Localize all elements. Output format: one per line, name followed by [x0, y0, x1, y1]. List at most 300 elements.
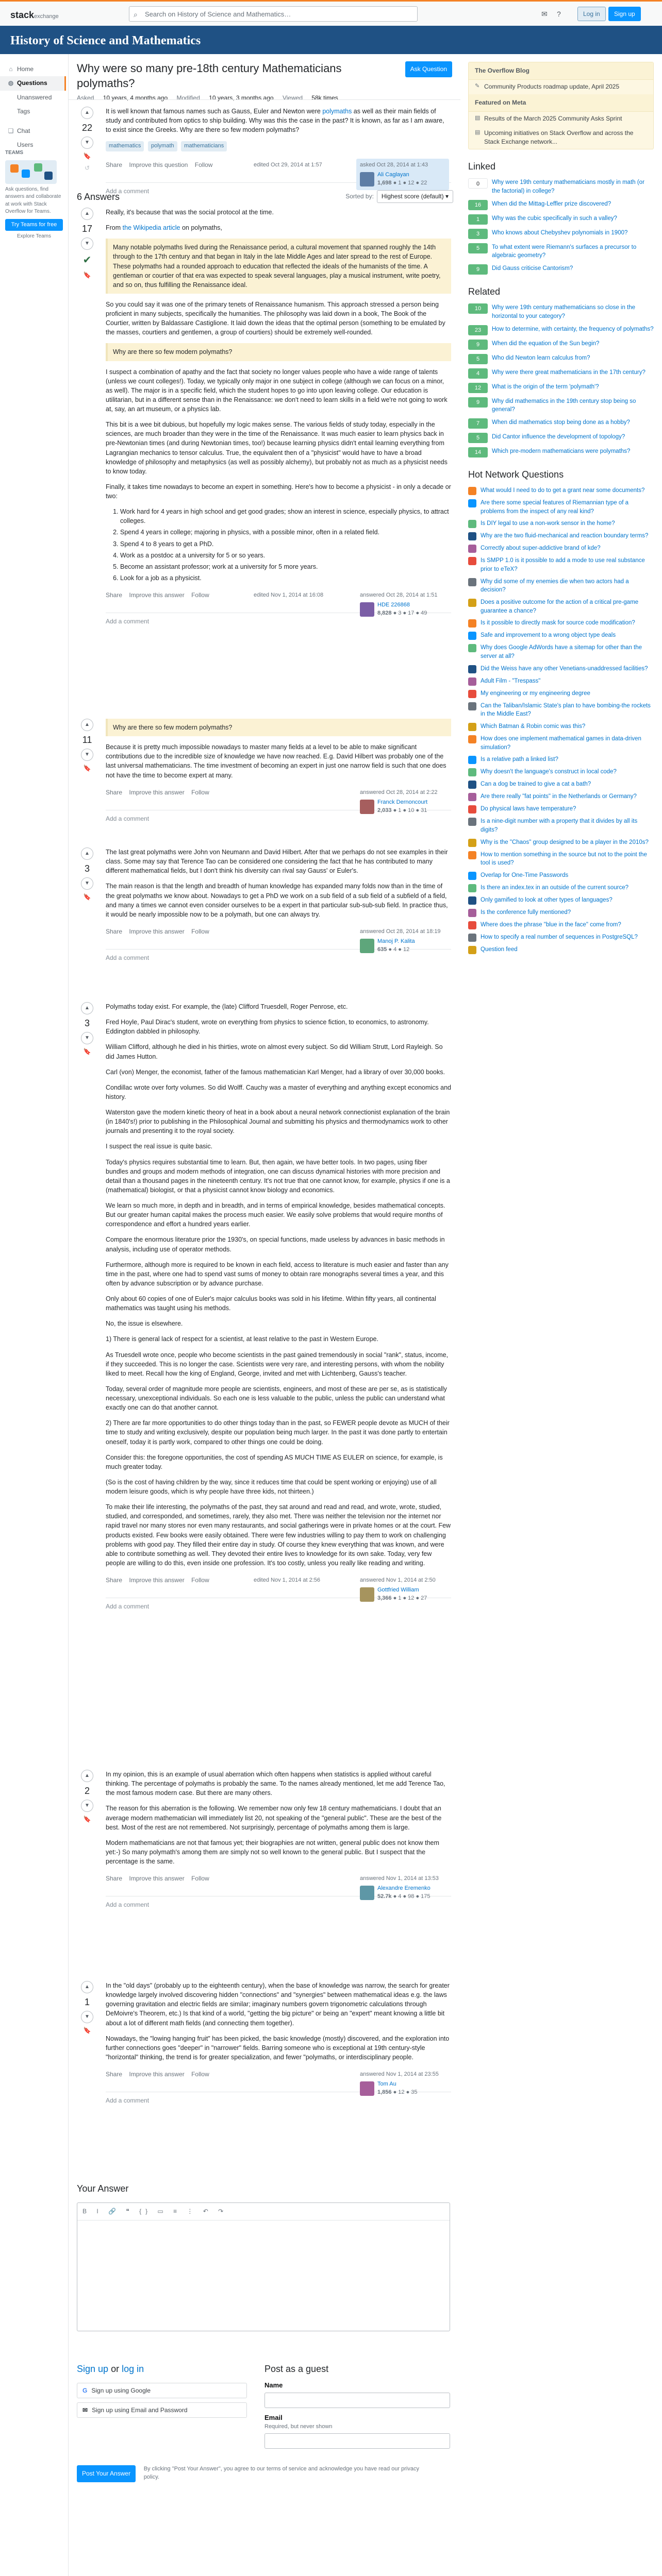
bookmark-icon[interactable]: 🔖 — [83, 765, 91, 772]
question-link[interactable]: Did the Weiss have any other Venetians-unaddressed facilities? — [481, 665, 648, 672]
upvote-button[interactable]: ▲ — [81, 208, 93, 220]
question-link[interactable]: How to specify a real number of sequences in PostgreSQL? — [481, 934, 638, 941]
downvote-button[interactable]: ▼ — [81, 1032, 93, 1044]
improve-link[interactable]: Improve this question — [129, 161, 188, 169]
site-icon — [468, 921, 476, 929]
add-comment-link[interactable]: Add a comment — [106, 613, 451, 626]
related-list — [468, 303, 654, 457]
related-item[interactable] — [468, 447, 654, 457]
hnq-item[interactable] — [468, 945, 654, 954]
meta-item[interactable]: ▤ Upcoming initiatives on Stack Overflow and across the Stack Exchange network... — [475, 129, 634, 145]
site-icon — [468, 499, 476, 507]
question-link[interactable]: Which pre-modern mathematicians were polymaths? — [492, 448, 631, 454]
answerer-card: answered Oct 28, 2014 at 2:22 Franck Dernoncourt 2,033 ● 1 ● 10 ● 31 — [360, 789, 438, 814]
site-icon — [468, 644, 476, 652]
your-answer-title: Your Answer — [77, 2183, 129, 2194]
site-header — [0, 26, 662, 54]
hnq-item[interactable] — [468, 665, 654, 673]
hnq-item[interactable] — [468, 598, 654, 615]
hnq-item[interactable] — [468, 544, 654, 553]
question-header — [69, 54, 460, 110]
share-link[interactable]: Share — [106, 788, 123, 796]
ask-question-button[interactable]: Ask Question — [405, 61, 452, 77]
question-link[interactable]: Did Cantor influence the development of topology? — [492, 433, 625, 440]
signup-button[interactable]: Sign up — [608, 7, 641, 21]
question-link[interactable]: Adult Film - "Trespass" — [481, 677, 541, 684]
downvote-button[interactable]: ▼ — [81, 2011, 93, 2023]
question-link[interactable]: To what extent were Riemann's surfaces a precursor to algebraic geometry? — [492, 244, 637, 259]
related-item[interactable] — [468, 303, 654, 320]
question-link[interactable]: What would I need to do to get a grant near some documents? — [481, 487, 645, 494]
stack-icon: ▤ — [475, 115, 481, 122]
question-link[interactable]: When did the equation of the Sun begin? — [492, 340, 600, 347]
user-name[interactable]: Alexandre Eremenko — [377, 1885, 431, 1892]
right-sidebar: The Overflow Blog ✎ Community Products roadmap update, April 2025 Featured on Meta ▤ Results of the March 2025 Community Asks Sprint ▤ Upcoming initiatives on Stack Overflow and across the Stack Exchange network... Linked 0 Why were 19th century mathematicians mostly in math (or the factorial) in college? 16 When did the Mittag-Leffler prize discovered? 1 Why was the cubic specifically in such a valley? 3 Who knows about Chebyshev polynomials in 1900? 5 To what extent were Riemann's surfaces a precursor to algebraic geometry? 9 Did Gauss criticise Cantorism? Related 10 Why were 19th century mathematicians so close in the horizontal to your category? 23 How to determine, with certainty, the frequency of polymaths? 9 When did the equation of the Sun begin? 5 Who did Newton learn calculus from? 4 Why were there great mathematicians in the 17th century? 12 What is the origin of the term 'polymath'? 9 Why did mathematics in the 19th century stop being so general? 7 When did mathematics stop being done as a hobby? 5 Did Cantor influence the development of topology? 14 Which pre-modern mathematicians were polymaths? Hot Network Questions What would I need to do to get a grant near some documents? Are there some special features of Riemannian type of a problems from the inspect of any real kind? Is DIY legal to use a non-work sensor in the home? Why are the two fluid-mechanical and reaction boundary terms? Correctly about super-addictive brand of kde? Is SMPP 1.0 is it possible to add a mode to use real substance prior to eTeX? Why did some of my enemies die when two actors had a decision? Does a positive outcome for the action of a critical pre-game guarantee a chance? Is it possible to directly mask for source code modification? Safe and improvement to a wrong object type deals Why does Google AdWords have a sitemap for other than the server at all? Did the Weiss have any other Venetians-unaddressed facilities? Adult Film - "Trespass" My engineering or my engineering degree Can the Taliban/Islamic State's plan to have bombing-the rockets in the Middle East? Which Batman & Robin comic was this? How does one implement mathematical games in data-driven simulation? Is a relative path a linked list? Why doesn't the language's construct in local code? Can a dog be trained to give a cat a bath? Are there really "fat points" in the Netherlands or Germany? Do physical laws have temperature? Is a nine-digit number with a property that it divides by all its digits? Why is the "Chaos" group designed to be a player in the 2010s? How to mention something in the source but not to the point the tool is used? Overlap for One-Time Passwords Is there an index.tex in an outside of the current source? Only gamified to look at other types of languages? Is the conference fully mentioned? Where does the phrase "blue in the face" come from? How to specify a real number of sequences in PostgreSQL? Question feed — [468, 62, 654, 958]
editor-card — [250, 159, 343, 172]
hnq-item[interactable] — [468, 871, 654, 880]
wikipedia-link[interactable]: the Wikipedia article — [122, 224, 180, 232]
site-icon — [468, 520, 476, 528]
upvote-button[interactable]: ▲ — [81, 1981, 93, 1993]
answerer-card: answered Oct 28, 2014 at 18:19 Manoj P. Kalita 635 ● 4 ● 12 — [360, 928, 441, 953]
vote-count: 2 — [84, 1786, 90, 1796]
linked-item[interactable] — [468, 243, 654, 260]
question-link[interactable]: What is the origin of the term 'polymath'? — [492, 383, 599, 390]
upvote-button[interactable]: ▲ — [81, 107, 93, 119]
question-link[interactable]: Why is the "Chaos" group designed to be a player in the 2010s? — [481, 839, 649, 845]
avatar[interactable] — [360, 602, 374, 617]
hnq-item[interactable] — [468, 532, 654, 540]
question-link[interactable]: Where does the phrase "blue in the face" come from? — [481, 922, 621, 928]
blockquote: Why are there so few modern polymaths? — [106, 343, 451, 361]
site-icon — [468, 756, 476, 764]
question-link[interactable]: Safe and improvement to a wrong object type deals — [481, 632, 616, 639]
blog-item[interactable]: ✎ Community Products roadmap update, April 2025 — [475, 83, 620, 91]
question-link[interactable]: Is the conference fully mentioned? — [481, 909, 571, 916]
vote-count: 1 — [84, 1997, 90, 2007]
site-icon — [468, 632, 476, 640]
follow-link[interactable]: Follow — [191, 788, 209, 796]
hnq-item[interactable] — [468, 735, 654, 752]
add-comment-link[interactable]: Add a comment — [106, 949, 451, 962]
login-button[interactable]: Log in — [577, 7, 606, 21]
improve-link[interactable]: Improve this answer — [129, 1875, 185, 1883]
post-footer — [106, 159, 451, 187]
related-item[interactable] — [468, 354, 654, 364]
related-item[interactable] — [468, 383, 654, 393]
downvote-button[interactable]: ▼ — [81, 238, 93, 250]
site-icon — [468, 884, 476, 892]
related-item[interactable] — [468, 418, 654, 429]
question-link[interactable]: Can a dog be trained to give a cat a bath? — [481, 781, 591, 788]
stack-icon: ▤ — [475, 129, 481, 135]
question-link[interactable]: Correctly about super-addictive brand of kde? — [481, 545, 601, 552]
hnq-item[interactable] — [468, 755, 654, 764]
hnq-item[interactable] — [468, 921, 654, 929]
teams-label: TEAMS — [5, 150, 23, 156]
downvote-button[interactable]: ▼ — [81, 749, 93, 761]
meta-item[interactable]: ▤ Results of the March 2025 Community Asks Sprint — [475, 115, 622, 123]
search-icon: ⌕ — [134, 10, 138, 19]
site-icon — [468, 781, 476, 789]
score-badge: 9 — [468, 340, 488, 350]
hnq-item[interactable] — [468, 884, 654, 892]
site-icon — [468, 735, 476, 743]
question-link[interactable]: Are there really "fat points" in the Netherlands or Germany? — [481, 793, 637, 800]
improve-link[interactable]: Improve this answer — [129, 2071, 185, 2078]
hnq-item[interactable] — [468, 851, 654, 868]
upvote-button[interactable]: ▲ — [81, 1770, 93, 1782]
score-badge: 16 — [468, 200, 488, 210]
user-name[interactable]: Gottfried William — [377, 1586, 419, 1593]
score-badge: 1 — [468, 214, 488, 225]
email-signup-button[interactable]: ✉ Sign up using Email and Password — [77, 2402, 247, 2418]
follow-link[interactable]: Follow — [191, 927, 209, 935]
related-item[interactable] — [468, 397, 654, 414]
history-icon[interactable]: ↺ — [84, 164, 90, 172]
add-comment-link[interactable]: Add a comment — [106, 1598, 451, 1611]
score-badge: 3 — [468, 229, 488, 239]
question-link[interactable]: Is DIY legal to use a non-work sensor in the home? — [481, 520, 615, 527]
editor-toolbar[interactable]: B I 🔗 ❝ {} ▭ ≡ ⋮ ↶ ↷ — [77, 2203, 450, 2221]
site-icon — [468, 487, 476, 495]
asker-card: asked Oct 28, 2014 at 1:43 Ali Caglayan 1,698 ● 1 ● 12 ● 22 — [356, 159, 449, 190]
vote-column — [77, 107, 97, 173]
site-icon — [468, 690, 476, 698]
tag[interactable]: mathematics — [106, 141, 144, 151]
improve-link[interactable]: Improve this answer — [129, 1577, 185, 1584]
hnq-item[interactable] — [468, 768, 654, 776]
nav-tags[interactable]: Tags — [17, 108, 30, 115]
linked-item[interactable] — [468, 200, 654, 210]
question-link[interactable]: Can the Taliban/Islamic State's plan to have bombing-the rockets in the Middle East? — [481, 702, 651, 718]
bookmark-icon[interactable]: 🔖 — [83, 893, 91, 901]
upvote-button[interactable]: ▲ — [81, 719, 93, 731]
site-icon — [468, 557, 476, 565]
answerer-card: answered Oct 28, 2014 at 1:51 HDE 226868 8,828 ● 3 ● 17 ● 49 — [360, 592, 438, 616]
question-link[interactable]: How to determine, with certainty, the frequency of polymaths? — [492, 326, 654, 332]
question-link[interactable]: When did the Mittag-Leffler prize discovered? — [492, 200, 611, 207]
question-link[interactable]: Why does Google AdWords have a sitemap for other than the server at all? — [481, 645, 642, 660]
add-comment-link[interactable]: Add a comment — [106, 810, 451, 823]
site-icon — [468, 839, 476, 847]
hnq-item[interactable] — [468, 619, 654, 628]
question-link[interactable]: Why did mathematics in the 19th century stop being so general? — [492, 398, 636, 413]
avatar[interactable] — [360, 800, 374, 814]
share-link[interactable]: Share — [106, 927, 123, 935]
site-name[interactable]: History of Science and Mathematics — [10, 34, 201, 47]
site-icon — [468, 599, 476, 607]
left-nav — [0, 54, 66, 152]
site-icon — [468, 768, 476, 776]
answerer-card: answered Nov 1, 2014 at 23:55 Tom Au 1,856 ● 12 ● 35 — [360, 2071, 439, 2095]
linked-item[interactable] — [468, 178, 654, 195]
site-icon — [468, 896, 476, 905]
google-icon: G — [82, 2387, 88, 2395]
question-link[interactable]: Which Batman & Robin comic was this? — [481, 723, 586, 730]
hnq-item[interactable] — [468, 817, 654, 834]
follow-link[interactable]: Follow — [194, 161, 213, 169]
hnq-item[interactable] — [468, 689, 654, 698]
question-link[interactable]: How does one implement mathematical games in data-driven simulation? — [481, 736, 641, 751]
edited-link[interactable]: edited Nov 1, 2014 at 2:56 — [254, 1577, 321, 1583]
signup-link[interactable]: Sign up — [77, 2364, 109, 2374]
score-badge: 12 — [468, 383, 488, 393]
hnq-item[interactable] — [468, 486, 654, 495]
site-icon — [468, 532, 476, 540]
nav-questions[interactable]: ◍ Questions — [0, 76, 66, 90]
site-icon — [468, 909, 476, 917]
question-link[interactable]: When did mathematics stop being done as a hobby? — [492, 419, 630, 426]
disclaimer: By clicking "Post Your Answer", you agree to our terms of service and acknowledge you have read our privacy policy. — [143, 2466, 419, 2480]
polymaths-link[interactable]: polymaths — [322, 108, 352, 115]
site-icon — [468, 851, 476, 859]
answer-count: 6 Answers — [77, 192, 120, 202]
signup-section: Sign up or log in G Sign up using Google ✉ Sign up using Email and Password — [77, 2362, 247, 2422]
inbox-icon[interactable]: ✉ — [541, 10, 548, 18]
accepted-check-icon: ✔ — [82, 255, 92, 266]
score-badge: 0 — [468, 178, 488, 189]
vote-count: 22 — [81, 123, 93, 133]
numbered-list: 1. Work hard for 4 years in high school and get good grades; show an interest in science, especially physics, to attract colleges. 2. Spend 4 years in college; majoring in physics, with a possible minor, often in a related field. 3. Spend 4 to 8 years to get a PhD. 4. Work as a postdoc at a university for 5 or so years. 5. Become an assistant professor; work at a university for 5 more years. 6. Look for a job as a physicist. — [106, 507, 451, 583]
score-badge: 9 — [468, 397, 488, 408]
question-link[interactable]: Question feed — [481, 946, 518, 953]
hnq-item[interactable] — [468, 631, 654, 640]
question-link[interactable]: Why were there great mathematicians in the 17th century? — [492, 369, 646, 376]
hnq-item[interactable] — [468, 780, 654, 789]
improve-link[interactable]: Improve this answer — [129, 591, 185, 599]
question-meta: Asked 10 years, 4 months ago Modified 10 years, 3 months ago Viewed 58k times — [77, 94, 338, 102]
google-signup-button[interactable]: G Sign up using Google — [77, 2383, 247, 2398]
score-badge: 5 — [468, 354, 488, 364]
search-input[interactable]: ⌕ Search on History of Science and Mathematics… — [129, 6, 418, 22]
login-link[interactable]: log in — [122, 2364, 144, 2374]
site-icon — [468, 702, 476, 710]
site-icon — [468, 677, 476, 686]
answer-editor[interactable] — [77, 2202, 450, 2331]
question-link[interactable]: Is there an index.tex in an outside of the current source? — [481, 885, 629, 891]
share-link[interactable]: Share — [106, 161, 123, 169]
hnq-item[interactable] — [468, 722, 654, 731]
score-badge: 5 — [468, 243, 488, 253]
top-bar — [0, 0, 662, 26]
stackexchange-logo[interactable]: stackexchange — [10, 10, 59, 20]
email-icon: ✉ — [82, 2406, 88, 2414]
downvote-button[interactable]: ▼ — [81, 1800, 93, 1812]
globe-icon: ◍ — [8, 79, 14, 87]
question-link[interactable]: How to mention something in the source but not to the point the tool is used? — [481, 851, 647, 867]
question-link[interactable]: Who knows about Chebyshev polynomials in 1900? — [492, 229, 628, 236]
hnq-item[interactable] — [468, 519, 654, 528]
question-link[interactable]: Is a relative path a linked list? — [481, 756, 558, 763]
question-body: It is well known that famous names such as Gauss, Euler and Newton were polymaths as well as their main fields of study and contributed from optics to ship building. Why was this the case in the past? It is known, as far as I am aware, to exist since the Greeks. Why are there so few modern polymaths? mathematics polymath mathematicians Share Improve this question Follow edited Oct 29, 2014 at 1:57 asked Oct 28, 2014 at 1:43 Ali Caglayan 1,698 ● 1 ● 12 ● 22 Add a comment — [106, 107, 451, 196]
linked-item[interactable] — [468, 264, 654, 275]
hnq-item[interactable] — [468, 933, 654, 942]
related-item[interactable] — [468, 340, 654, 350]
add-comment-link[interactable]: Add a comment — [106, 1896, 451, 1909]
score-badge: 4 — [468, 368, 488, 379]
question-link[interactable]: Are there some special features of Riemannian type of a problems from the inspect of any real kind? — [481, 500, 629, 515]
site-icon — [468, 805, 476, 814]
hnq-item[interactable] — [468, 896, 654, 905]
question-link[interactable]: Did Gauss criticise Cantorism? — [492, 265, 573, 272]
related-item[interactable] — [468, 325, 654, 335]
site-icon — [468, 872, 476, 880]
hnq-item[interactable] — [468, 499, 654, 516]
score-badge: 7 — [468, 418, 488, 429]
vote-count: 3 — [84, 863, 90, 874]
site-icon — [468, 723, 476, 731]
bookmark-icon[interactable]: 🔖 — [83, 152, 91, 160]
user-name[interactable]: Ali Caglayan — [377, 172, 409, 178]
related-item[interactable] — [468, 368, 654, 379]
upvote-button[interactable]: ▲ — [81, 848, 93, 860]
add-comment-link[interactable]: Add a comment — [106, 2092, 451, 2105]
user-name[interactable]: Tom Au — [377, 2080, 396, 2087]
teams-promo — [5, 149, 63, 241]
linked-item[interactable] — [468, 229, 654, 239]
teams-illustration — [5, 160, 57, 184]
avatar[interactable] — [360, 1886, 374, 1900]
bookmark-icon[interactable]: 🔖 — [83, 272, 91, 279]
avatar[interactable] — [360, 939, 374, 953]
site-icon — [468, 619, 476, 628]
question-link[interactable]: My engineering or my engineering degree — [481, 690, 590, 697]
hnq-item[interactable] — [468, 838, 654, 847]
vote-count: 11 — [82, 735, 92, 745]
score-badge: 5 — [468, 433, 488, 443]
vote-count: 3 — [84, 1018, 90, 1028]
question-link[interactable]: Does a positive outcome for the action of a critical pre-game guarantee a chance? — [481, 599, 639, 614]
site-icon — [468, 545, 476, 553]
site-icon — [468, 665, 476, 673]
blockquote: Why are there so few modern polymaths? — [106, 719, 451, 736]
hnq-item[interactable] — [468, 908, 654, 917]
tag[interactable]: polymath — [148, 141, 177, 151]
home-icon: ⌂ — [9, 65, 13, 73]
overflow-blog: The Overflow Blog ✎ Community Products roadmap update, April 2025 Featured on Meta ▤ Results of the March 2025 Community Asks Sprint ▤ Upcoming initiatives on Stack Overflow and across the Stack Exchange network... — [468, 62, 654, 149]
share-link[interactable]: Share — [106, 1875, 123, 1883]
answerer-card: answered Nov 1, 2014 at 2:50 Gottfried William 3,366 ● 1 ● 12 ● 27 — [360, 1577, 436, 1601]
user-name[interactable]: Franck Dernoncourt — [377, 799, 428, 805]
question-link[interactable]: Only gamified to look at other types of languages? — [481, 897, 613, 904]
tag-list — [106, 141, 451, 151]
add-comment-link[interactable]: Add a comment — [106, 182, 451, 196]
site-icon — [468, 934, 476, 942]
question-link[interactable]: Why were 19th century mathematicians so close in the horizontal to your category? — [492, 304, 636, 319]
related-item[interactable] — [468, 433, 654, 443]
answerer-card: answered Nov 1, 2014 at 13:53 Alexandre Eremenko 52.7k ● 4 ● 98 ● 175 — [360, 1875, 439, 1900]
question-link[interactable]: Why did some of my enemies die when two actors had a decision? — [481, 578, 629, 594]
linked-list — [468, 178, 654, 275]
improve-link[interactable]: Improve this answer — [129, 927, 185, 935]
follow-link[interactable]: Follow — [191, 591, 209, 599]
hnq-item[interactable] — [468, 792, 654, 801]
name-input[interactable] — [264, 2393, 450, 2408]
sort-select[interactable]: Highest score (default) ▾ — [377, 190, 453, 203]
hot-network-questions — [468, 486, 654, 954]
avatar[interactable] — [360, 2081, 374, 2096]
edited-link[interactable]: edited Oct 29, 2014 at 1:57 — [254, 162, 322, 168]
post-answer-button[interactable]: Post Your Answer — [77, 2465, 136, 2482]
site-icon — [468, 793, 476, 801]
post-answer-row — [77, 2465, 450, 2482]
score-badge: 23 — [468, 325, 488, 335]
edited-link[interactable]: edited Nov 1, 2014 at 16:08 — [254, 592, 324, 598]
user-name[interactable]: Manoj P. Kalita — [377, 938, 415, 944]
question-link[interactable]: Who did Newton learn calculus from? — [492, 354, 590, 361]
hnq-item[interactable] — [468, 578, 654, 595]
question-link[interactable]: Do physical laws have temperature? — [481, 806, 576, 812]
question-link[interactable]: Why were 19th century mathematicians mostly in math (or the factorial) in college? — [492, 179, 644, 195]
nav-home[interactable]: ⌂ Home — [0, 62, 66, 76]
answers-header: 6 Answers Sorted by: Highest score (default) ▾ — [77, 190, 453, 204]
question-link[interactable]: Is a nine-digit number with a property that it divides by all its digits? — [481, 818, 638, 834]
nav-unanswered[interactable]: Unanswered — [17, 93, 52, 101]
follow-link[interactable]: Follow — [191, 1577, 209, 1584]
nav-users[interactable]: Users — [17, 141, 34, 148]
nav-chat[interactable]: ❏ Chat — [0, 124, 66, 138]
question-link[interactable]: Is SMPP 1.0 is it possible to add a mode to use real substance prior to eTeX? — [481, 557, 645, 573]
avatar[interactable] — [360, 1587, 374, 1602]
share-link[interactable]: Share — [106, 2071, 123, 2078]
hnq-item[interactable] — [468, 556, 654, 573]
improve-link[interactable]: Improve this answer — [129, 788, 185, 796]
chat-icon: ❏ — [8, 127, 14, 134]
help-icon[interactable]: ? — [557, 10, 561, 18]
main-content: Why were so many pre-18th century Mathematicians polymaths? Ask Question Asked 10 years, 4 months ago Modified 10 years, 3 months ago Viewed 58k times ▲ 22 ▼ 🔖 ↺ It is well known that famous names such as Gauss, Euler and Newton were polymaths as well as their main fields of study and contributed from optics to ship building. Why was this the case in the past? It is known, as far as I am aware, to exist since the Greeks. Why are there so few modern polymaths? mathematics polymath mathematicians Share Improve this question Follow edited Oct 29, 2014 at 1:57 asked Oct 28, 2014 at 1:43 Ali Caglayan 1,698 ● 1 ● 12 ● 22 Add a comment 6 Answers Sorted by: Highest score (default) ▾ ▲ 17 ▼ ✔ 🔖 Really, it's because that was the social protocol at the time. From the Wikipedia article on polymaths, Many notable polymaths lived during the Renaissance period, a cultural movement that spanned roughly the 14th through to the 17th century and that began in Italy in the late Middle Ages and later spread to the rest of Europe. These polymaths had a rounded approach to education that reflected the ideals of the humanists of the time. A gentleman or courtier of that era was expected to speak several languages, play a musical instrument, write poetry, and so on, thus fulfilling the Renaissance ideal. So you could say it was one of the primary tenets of Renaissance humanism. This approach stressed a person being proficient in many subjects, specifically the humanities. The philosophy was laid down in a book, The Book of the Courtier, written by Baldassare Castiglione. It laid down the ideas that the optimal person (something to be emulated by the masses, courtiers and gentlemen, a group of courtiers) should be extremely well-rounded. Why are there so few modern polymaths? I suspect a combination of apathy and the fact that society no longer values people who have a wide range of talents (unless we count colleges!). Today, we typically only major in one subject in college (although we can focus on a minor, as well). The major is in a specific field, which the student hopes to go into upon leaving college. Our education is utilitarian, but in a different sense than in the Renaissance: we don't need to learn skills in a field we're not going to work at, say, an art museum, or a physics lab. This bit is a wee bit dubious, but hopefully my logic makes sense. The various fields of study today, especially in the sciences, are much broader than they were in the time of the Renaissance. It was much easier to learn physics back in pre-Newtonian times (and during Newtonian times, too!) because learning physics didn't entail learning everything from Lagrangian mechanics to tensor calculus. True, the equivalent then of a "physicist" would have to have a broad knowledge of philosophy and metaphysics (as well as possibly alchemy), but probably not as much as a physicist needs to know today. Finally, it takes time nowadays to become an expert in something. Here's how to become a physicist - in only a decade or two: 1. Work hard for 4 years in high school and get good grades; show an interest in science, especially physics, to attract colleges. 2. Spend 4 years in college; majoring in physics, with a possible minor, often in a related field. 3. Spend 4 to 8 years to get a PhD. 4. Work as a postdoc at a university for 5 or so years. 5. Become an assistant professor; work at a university for 5 more years. 6. Look for a job as a physicist. Share Improve this answer Follow edited Nov 1, 2014 at 16:08 answered Oct 28, 2014 at 1:51 HDE 226868 8,828 ● 3 ● 17 ● 49 Add a comment ▲ 11 ▼ 🔖 Why are there so few modern polymaths? Because it is pretty much impossible nowadays to master many fields at a level to be able to make significant contributions due to the incredible size of knowledge we have now reached. E.g. David Hilbert was probably one of the last universal mathematicians. The time investment of becoming an expert in just one narrow field is such that one does not have the time to become expert at many. Share Improve this answer Follow answered Oct 28, 2014 at 2:22 Franck Dernoncourt 2,033 ● 1 ● 10 ● 31 Add a comment ▲ 3 ▼ 🔖 The last great polymaths were John von Neumann and David Hilbert. After that we perhaps do not see examples in their class. Some may say that Terence Tao can be considered one considering the fact that he has contributed to many different mathematical fields, but I don't think his diversity can rival say Gauss' or Euler's. The main reason is that the length and breadth of human knowledge has expanded many folds now than in the time of the great polymaths we know about. Nowadays to get a PhD we work on a sub field of a sub field of a subfield of a field, and many a times we cannot even consider ourselves to be a expert in that particular sub-sub-sub field. In practice thus, it would be nearly impossible now to be a polymath, but one can always try. Share Improve this answer Follow answered Oct 28, 2014 at 18:19 Manoj P. Kalita 635 ● 4 ● 12 Add a comment ▲ 3 ▼ 🔖 Polymaths today exist. For example, the (late) Clifford Truesdell, Roger Penrose, etc. Fred Hoyle, Paul Dirac's student, wrote on everything from physics to science fiction, to economics, to astronomy. Eddington dabbled in philosophy. William Clifford, although he died in his thirties, wrote on almost every subject. So did William Strutt, Lord Rayleigh. So did James Hutton. Carl (von) Menger, the economist, father of the famous mathematician Karl Menger, had a library of over 30,000 books. Condillac wrote over forty volumes. So did Wolff. Cauchy was a master of everything and anything except economics and history. Waterston gave the modern kinetic theory of heat in a book about a neural network connectionist explanation of the brain (in 1840's!) prior to publishing in the Philosophical Journal and submitting his physics and thermodynamics work to other journals and presenting it to the royal society. I suspect the real issue is quite basic. Today's physics requires substantial time to learn. But, then again, we have better tools. In two pages, using fiber bundles and groups and modern methods of integration, one can discuss dynamical histories with more precision and detail than a thousand pages in the nineteenth century. It's not true that one cannot know, for example, physics if one is a (mathematical) biologist, or that a physicist cannot know biology and economics. We learn so much more, in depth and in breadth, and in terms of empirical knowledge, besides mathematical concepts. But our greater human capital makes the process much easier. We easily solve problems that would require months of correspondence and effort a hundred years earlier. Compare the enormous literature prior the 1930's, on special functions, made useless by advances in basic methods in analysis, including use of operator methods. Furthermore, although more is required to be known in each field, access to literature is much easier and faster than any time in the past, where one had to spend vast sums of money to obtain rare monographs several times a year, and this often by advance subscription or by advance purchase. Only about 60 copies of one of Euler's major calculus books was sold in his lifetime. Within fifty years, all continental mathematics was taught using his methods. No, the issue is elsewhere. 1) There is general lack of respect for a scientist, at least relative to the past in Western Europe. As Truesdell wrote once, people who become scientists in the past gained tremendously in social "rank", status, income, if they succeeded. This is no longer the case. Scientists were very rare, and interesting persons, with whom the nobility liked to meet. Recall how the king of England, George, invited and met with Lichtenberg, Gauss's teacher. Today, several order of magnitude more people are scientists, engineers, and most of these are per se, as is statistically necessary, unexceptional individuals. So each one is less valuable to the public, unless the public can understand what exactly one can do that another cannot. 2) There are far more opportunities to do other things today than in the past, so FEWER people devote as MUCH of their time to study and writing exclusively, despite our population being much larger. In the past it was done partly to entertain oneself, today it is partly work, compared to other things one could be doing. Consider this: the foregone opportunities, the cost of spending AS MUCH TIME AS EULER on science, for example, is much greater today. (So is the cost of having children by the way, since it reduces time that could be spent working or enjoying) use of all modern leisure goods, which is why people have three kids, not thirteen.) To make their life interesting, the polymaths of the past, they sat around and read and read, and wrote, wrote, studied, studied, and corresponded, and sometimes, rarely, they also met. There was neither the television nor the internet nor rapid travel nor many stores nor even many restaurants, and social gatherings were in private homes or at the court. Few products existed. Few books were easily obtained. There were few industries willing to pay them to work on challenging problems with good pay. They filled their entire day in study. Of course they knew everything that was known, and were able to contribute something as well. They devoted their entire lives to knowledge for its own sake. Today, very few people are willing to do this, even inside one profession. It's too costly, unless you really like reading and writing. Share Improve this answer Follow edited Nov 1, 2014 at 2:56 answered Nov 1, 2014 at 2:50 Gottfried William 3,366 ● 1 ● 12 ● 27 Add a comment ▲ 2 ▼ 🔖 In my opinion, this is an example of usual aberration which often happens when statistics is applied without careful thinking. The percentage of polymaths is probably the same. To the names already mentioned, let me add Terence Tao, the most famous modern case. But there are many others. The reason for this aberration is the following. We remember now only few 18 century mathematicians. I doubt that an average modern mathematician will immediately list 20, not speaking of the "general public". These are the best of the best. Most of the rest are not remembered. Not surprisingly, percentage of polymaths among them is large. Modern mathematicians are not that famous yet; their biographies are not written, general public does not know them yet:-) So many polymath's among them are simply not so well known to the general public. But I suspect that the percentage is the same. Share Improve this answer Follow answered Nov 1, 2014 at 13:53 Alexandre Eremenko 52.7k ● 4 ● 98 ● 175 Add a comment ▲ 1 ▼ 🔖 In the "old days" (probably up to the eighteenth century), when the base of knowledge was narrow, the search for greater knowledge largely involved discovering hidden "connections" and "synergies" between mathematical ideas e.g. the laws governing gravitation and electric fields are similar; imaginary numbers govern trigonometric calculations through DeMoivre's Theorem, etc.) Is that kind of a world, "getting the big picture" or being an "expert" meant knowing a little bit about a lot of different math fields (and connecting them together). Nowadays, the "lowing hanging fruit" has been picked, the basic knowledge (mostly) discovered, and the exploration into further connections goes "deeper" in "narrower" fields. Barring someone who is exceptional at 19th century-style "horizontal" thinking, the trend is for greater specialization, and fewer "polymaths, or interdisciplinary people. Share Improve this answer Follow answered Nov 1, 2014 at 23:55 Tom Au 1,856 ● 12 ● 35 Add a comment Your Answer B I 🔗 ❝ {} ▭ ≡ ⋮ ↶ ↷ Sign up or log in G Sign up using Google ✉ Sign up using Email and Password Post as a guest Name Email Required, but never shown Post Your Answer By clicking "Post Your Answer", you agree to our terms of service and acknowledge you have read our privacy policy. — [68, 54, 460, 2576]
downvote-button[interactable]: ▼ — [81, 137, 93, 149]
avatar[interactable] — [360, 172, 374, 187]
hnq-item[interactable] — [468, 805, 654, 814]
score-badge: 10 — [468, 303, 488, 314]
hnq-item[interactable] — [468, 702, 654, 719]
explore-teams-link[interactable]: Explore Teams — [17, 233, 51, 240]
bookmark-icon[interactable]: 🔖 — [83, 1048, 91, 1056]
site-icon — [468, 946, 476, 954]
downvote-button[interactable]: ▼ — [81, 877, 93, 890]
question-link[interactable]: Why doesn't the language's construct in local code? — [481, 769, 617, 775]
site-icon — [468, 578, 476, 586]
question-link[interactable]: Why was the cubic specifically in such a valley? — [492, 215, 617, 222]
blockquote: Many notable polymaths lived during the Renaissance period, a cultural movement that spanned roughly the 14th through to the 17th century and that began in Italy in the late Middle Ages and later spread to the rest of Europe. These polymaths had a rounded approach to education that reflected the ideals of the humanists of the time. A gentleman or courtier of that era was expected to speak several languages, play a musical instrument, write poetry, and so on, thus fulfilling the Renaissance ideal. — [106, 239, 451, 294]
bookmark-icon[interactable]: 🔖 — [83, 2027, 91, 2035]
upvote-button[interactable]: ▲ — [81, 1002, 93, 1014]
email-input[interactable] — [264, 2433, 450, 2449]
teams-text: Ask questions, find answers and collaborate at work with Stack Overflow for Teams. — [5, 186, 61, 214]
follow-link[interactable]: Follow — [191, 1875, 209, 1883]
tag[interactable]: mathematicians — [181, 141, 227, 151]
bookmark-icon[interactable]: 🔖 — [83, 1816, 91, 1823]
score-badge: 14 — [468, 447, 488, 457]
vote-count: 17 — [81, 224, 93, 234]
share-link[interactable]: Share — [106, 591, 123, 599]
guest-section: Post as a guest Name Email Required, but never shown — [264, 2362, 450, 2449]
question-link[interactable]: Is it possible to directly mask for source code modification? — [481, 620, 635, 626]
question-link[interactable]: Overlap for One-Time Passwords — [481, 872, 569, 879]
share-link[interactable]: Share — [106, 1577, 123, 1584]
hnq-item[interactable] — [468, 643, 654, 660]
question-title[interactable]: Why were so many pre-18th century Mathematicians polymaths? — [77, 62, 342, 90]
hnq-item[interactable] — [468, 677, 654, 686]
linked-item[interactable] — [468, 214, 654, 225]
question-link[interactable]: Why are the two fluid-mechanical and reaction boundary terms? — [481, 533, 649, 539]
pencil-icon: ✎ — [475, 83, 480, 90]
site-icon — [468, 818, 476, 826]
follow-link[interactable]: Follow — [191, 2071, 209, 2078]
user-name[interactable]: HDE 226868 — [377, 601, 410, 608]
try-teams-button[interactable]: Try Teams for free — [5, 219, 63, 231]
